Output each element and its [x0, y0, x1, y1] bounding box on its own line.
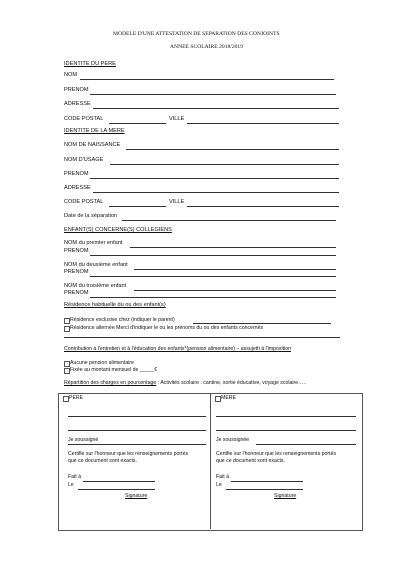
residence-alternee-field[interactable] — [64, 337, 340, 338]
repartition-heading: Répartition des charges en pourcentage — [64, 380, 157, 386]
mere-soussignee-label: Je soussignée — [216, 437, 250, 443]
mere-nom-naissance-field[interactable] — [126, 149, 339, 150]
mere-fait-label: Fait à — [216, 474, 229, 480]
mere-nom-naissance-label: NOM DE NAISSANCE — [64, 142, 121, 148]
pere-signature-label: Signature — [125, 493, 148, 499]
repartition-line — [64, 381, 306, 386]
enfant2-prenom-label: PRENOM — [64, 269, 89, 275]
mere-charges-line-2[interactable] — [216, 430, 356, 431]
separation-date-field[interactable] — [122, 220, 336, 221]
pension-aucune-checkbox[interactable] — [64, 361, 70, 367]
pere-code-postal-field[interactable] — [109, 123, 166, 124]
contribution-heading: Contribution à l'entretien et à l'éducation des enfants*(pension alimentaire) – assujetti à l'imposition — [64, 346, 292, 352]
mere-ville-label: VILLE — [169, 199, 185, 205]
enfant1-nom-field[interactable] — [130, 247, 336, 248]
enfants-heading: ENFANT(S) CONCERNE(S) COLLEGIENS — [64, 227, 172, 233]
pere-column-checkbox[interactable] — [63, 396, 69, 402]
residence-alternee-label: Résidence alternée Merci d'indiquer le ou les prénoms du ou des enfants concernés — [70, 325, 264, 331]
pere-soussigne-label: Je soussigné — [68, 437, 99, 443]
pere-prenom-label: PRENOM — [64, 87, 89, 93]
enfant1-prenom-label: PRENOM — [64, 248, 89, 254]
residence-alternee-checkbox[interactable] — [64, 326, 70, 332]
pere-le-field[interactable] — [78, 489, 155, 490]
mere-code-postal-label: CODE POSTAL — [64, 199, 104, 205]
pere-charges-line-1[interactable] — [68, 416, 206, 417]
enfant3-nom-field[interactable] — [134, 290, 336, 291]
pere-nom-field[interactable] — [80, 79, 334, 80]
residence-exclusive-field[interactable] — [193, 323, 331, 324]
mere-soussignee-field[interactable] — [256, 444, 356, 445]
pere-prenom-field[interactable] — [90, 94, 336, 95]
pere-soussigne-field[interactable] — [68, 444, 206, 445]
mere-prenom-field[interactable] — [90, 178, 339, 179]
pere-le-label: Le — [68, 482, 74, 488]
pension-montant-checkbox[interactable] — [64, 368, 70, 374]
residence-exclusive-checkbox[interactable] — [64, 318, 70, 324]
mere-le-label: Le — [216, 482, 222, 488]
mere-adresse-field[interactable] — [93, 192, 339, 193]
mere-charges-line-1[interactable] — [216, 416, 356, 417]
enfant1-prenom-field[interactable] — [90, 255, 336, 256]
pere-fait-label: Fait à — [68, 474, 81, 480]
document-title: MODELE D'UNE ATTESTATION DE SEPARATION DES CONJOINTS — [113, 31, 280, 37]
pension-montant-label: Fixée au montant mensuel de _____€ — [70, 367, 158, 373]
pere-certifie-line1: Certifie sur l'honneur que les renseignements portés — [68, 451, 189, 457]
mere-column-header: MERE — [221, 395, 236, 401]
mere-fait-field[interactable] — [231, 481, 303, 482]
pere-ville-field[interactable] — [187, 123, 339, 124]
mere-prenom-label: PRENOM — [64, 171, 89, 177]
mere-ville-field[interactable] — [187, 206, 339, 207]
mere-le-field[interactable] — [226, 489, 303, 490]
pere-code-postal-label: CODE POSTAL — [64, 116, 104, 122]
pere-adresse-label: ADRESSE — [64, 101, 91, 107]
mere-nom-usage-field[interactable] — [110, 164, 339, 165]
pere-heading: IDENTITE DU PERE — [64, 61, 116, 67]
pension-aucune-label: Aucune pension alimentaire — [70, 360, 135, 366]
mere-code-postal-field[interactable] — [109, 206, 166, 207]
pere-nom-label: NOM — [64, 72, 78, 78]
residence-heading: Résidence habituelle du ou des enfant(s) — [64, 302, 166, 308]
enfant3-prenom-field[interactable] — [90, 297, 336, 298]
mere-column-checkbox[interactable] — [215, 396, 221, 402]
mere-nom-usage-label: NOM D'USAGE — [64, 157, 104, 163]
enfant3-prenom-label: PRENOM — [64, 290, 89, 296]
pere-adresse-field[interactable] — [93, 108, 339, 109]
mere-certifie-line1: Certifie sur l'honneur que les renseignements portés — [216, 451, 337, 457]
separation-date-label: Date de la séparation — [64, 213, 118, 219]
mere-adresse-label: ADRESSE — [64, 185, 91, 191]
pere-certifie-line2: que ce document sont exacts. — [68, 458, 137, 464]
pere-fait-field[interactable] — [83, 481, 155, 482]
enfant2-nom-field[interactable] — [134, 269, 336, 270]
enfant1-nom-label: NOM du premier enfant — [64, 240, 123, 246]
repartition-detail: : Activités scolaire : cantine, sortie éducative, voyage scolaire….. — [156, 380, 307, 386]
enfant2-nom-label: NOM du deuxième enfant — [64, 262, 128, 268]
pere-charges-line-2[interactable] — [68, 430, 206, 431]
mere-heading: IDENTITE DE LA MERE — [64, 128, 125, 134]
mere-signature-label: Signature — [274, 493, 297, 499]
mere-certifie-line2: que ce document sont exacts. — [216, 458, 285, 464]
signature-table-divider — [210, 393, 211, 529]
enfant2-prenom-field[interactable] — [90, 276, 336, 277]
pere-column-header: PERE — [69, 395, 84, 401]
school-year: ANNEE SCOLAIRE 2018/2019 — [170, 44, 244, 50]
residence-exclusive-label: Résidence exclusive chez (indiquer le parent) — [70, 317, 175, 323]
enfant3-nom-label: NOM du troisième enfant — [64, 283, 127, 289]
pere-ville-label: VILLE — [169, 116, 185, 122]
